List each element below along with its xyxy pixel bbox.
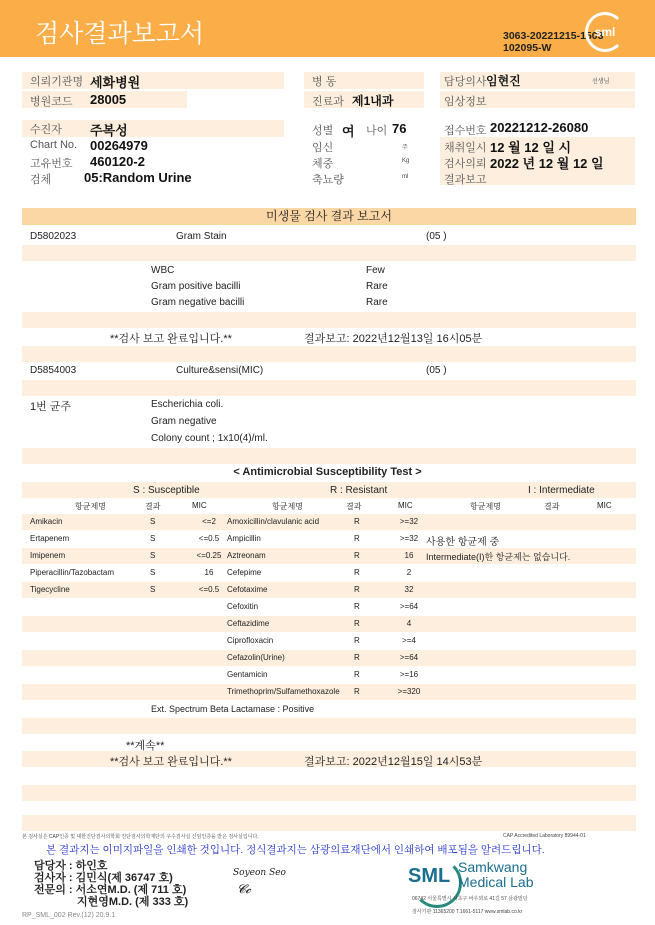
done-message: **검사 보고 완료입니다.** [110,333,232,345]
micro-title: 미생물 검사 결과 보고서 [22,208,636,225]
preg-label: 임신 [312,142,334,154]
row-stripe [22,245,636,261]
ast-row-left-drug: Amikacin [30,517,63,526]
ast-col-header: MIC [192,501,207,510]
ast-row-mid-mic: >=64 [399,602,419,611]
report-time: 결과보고: 2022년12월15일 14시53분 [304,756,483,768]
ast-row-left-result: S [150,568,156,577]
result-label: 결과보고 [444,174,487,186]
doctor-label: 담당의사 [444,76,487,88]
request-value: 2022 년 12 월 12 일 [490,156,604,171]
ast-row-mid-drug: Cefepime [227,568,262,577]
ast-row-left-result: S [150,585,156,594]
sex-value: 여 [342,124,355,139]
row-stripe [22,650,636,666]
legend-susceptible: S : Susceptible [133,485,200,496]
ast-row-mid-result: R [354,687,360,696]
signature-mark: 𝓒𝓬 [237,882,251,896]
ast-row-mid-result: R [354,585,360,594]
page-title: 검사결과보고서 [35,19,205,48]
preg-unit: 주 [402,145,408,151]
ast-col-header: 결과 [544,502,560,511]
dept-value: 제1내과 [352,94,394,108]
ast-row-left-mic: 16 [204,568,214,577]
lab-contact: 검사기관 11365200 T.1661-5117 www.smlab.co.kr [412,909,523,915]
institution-label: 의뢰기관명 [30,76,84,88]
age-label: 나이 [366,125,388,137]
organism-gram: Gram negative [151,416,217,427]
cap-text: CAP Accredited Laboratory 89944-01 [503,833,586,839]
ward-label: 병 동 [312,76,337,88]
ast-row-mid-drug: Cefotaxime [227,585,268,594]
ast-note: Intermediate(I)한 항균제는 없습니다. [426,552,571,562]
ast-title: < Antimicrobial Susceptibility Test > [233,466,422,478]
test2-code: D5854003 [30,365,77,376]
ast-row-mid-drug: Cefoxitin [227,602,259,611]
doctor-suffix: 선생님 [592,79,610,85]
ast-row-left-drug: Tigecycline [30,585,70,594]
organism: Escherichia coli. [151,399,224,410]
ast-row-mid-drug: Aztreonam [227,551,266,560]
ast-row-left-drug: Imipenem [30,551,66,560]
colony-count: Colony count ; 1x10(4)/ml. [151,433,268,444]
ast-row-left-result: S [150,534,156,543]
ast-row-mid-result: R [354,636,360,645]
urine-unit: ml [402,174,409,180]
ast-row-mid-mic: 32 [404,585,414,594]
signature: Soyeon Seo [233,868,286,878]
weight-label: 체중 [312,158,334,170]
test2-name: Culture&sensi(MIC) [176,365,264,376]
patient-label: 수진자 [30,124,62,136]
strain-label: 1번 균주 [30,401,72,413]
ast-row-left-mic: <=2 [202,517,216,526]
ast-row-mid-drug: Ampicillin [227,534,261,543]
row-stripe [22,785,636,801]
gram-result: Rare [366,297,388,308]
ast-row-mid-mic: 4 [406,619,412,628]
ast-row-mid-mic: >=32 [399,534,419,543]
receipt-value: 20221212-26080 [490,120,589,135]
row-stripe [22,616,636,632]
ast-row-mid-drug: Cefazolin(Urine) [227,653,285,662]
hospital-code-label: 병원코드 [30,96,73,108]
specimen-value: 05:Random Urine [84,170,192,185]
request-label: 검사의뢰 [444,158,487,170]
clinical-label: 임상정보 [444,96,487,108]
age-value: 76 [392,121,407,136]
hospital-code-value: 28005 [90,92,127,107]
patient-value: 주복성 [90,123,128,138]
ast-row-mid-result: R [354,568,360,577]
collect-label: 채취일시 [444,142,487,154]
gram-item: Gram negative bacilli [151,297,245,308]
ast-row-mid-drug: Amoxicillin/clavulanic acid [227,517,320,526]
test2-specimen: (05 ) [426,365,447,376]
row-stripe [22,514,636,530]
gram-result: Rare [366,281,388,292]
sml-logo-icon: sml [585,12,625,52]
accreditation-text: 본 검사실은 CAP인증 및 대한진단검사의학회 진단검사의학재단의 우수검사실 신임인증을 받은 검사실입니다. [22,834,259,840]
ast-row-left-drug: Ertapenem [30,534,70,543]
ast-col-header: 결과 [145,502,161,511]
ast-row-mid-drug: Ciprofloxacin [227,636,274,645]
specimen-label: 검체 [30,174,52,186]
doctor-value: 임현진 [486,74,521,88]
ast-col-header: 항균제명 [272,502,303,511]
ast-row-left-mic: <=0.5 [198,534,220,543]
chart-value: 00264979 [90,138,148,153]
ast-row-left-drug: Piperacillin/Tazobactam [30,568,115,577]
esbl-result: Ext. Spectrum Beta Lactamase : Positive [151,704,315,714]
ast-row-mid-result: R [354,517,360,526]
ast-row-mid-drug: Trimethoprim/Sulfamethoxazole [227,687,340,696]
row-stripe [22,346,636,362]
row-stripe [22,815,636,831]
signers: 담당자 : 하인호 검사자 : 김민식(제 36747 호) 전문의 : 서소연M.D. (제 711 호) 지현영M.D. (제 333 호) [34,860,189,908]
row-stripe [22,380,636,396]
row-stripe [22,582,636,598]
gram-result: Few [366,265,385,276]
done-message: **검사 보고 완료입니다.** [110,756,232,768]
gram-item: Gram positive bacilli [151,281,241,292]
gram-item: WBC [151,265,175,276]
ast-row-left-result: S [150,551,156,560]
ast-row-mid-result: R [354,602,360,611]
row-stripe [22,312,636,328]
ast-row-mid-drug: Gentamicin [227,670,268,679]
ast-row-mid-result: R [354,653,360,662]
test1-code: D5802023 [30,231,77,242]
ast-row-mid-mic: 16 [404,551,414,560]
ast-col-header: MIC [597,501,612,510]
row-stripe [22,718,636,734]
dept-label: 진료과 [312,96,344,108]
test1-name: Gram Stain [176,231,227,242]
legend-intermediate: I : Intermediate [528,485,595,496]
continue-text: **계속** [126,740,165,752]
row-stripe [22,448,636,464]
test1-specimen: (05 ) [426,231,447,242]
form-code: RP_SML_002 Rev.(12) 20.9.1 [22,912,116,919]
receipt-label: 접수번호 [444,125,487,137]
ast-row-mid-result: R [354,619,360,628]
ast-row-mid-mic: >=32 [399,517,419,526]
ast-row-mid-mic: >=64 [399,653,419,662]
ast-col-header: 항균제명 [470,502,501,511]
ast-row-left-mic: <=0.5 [198,585,220,594]
sml-logo: SML [408,865,451,887]
ast-row-mid-result: R [354,551,360,560]
ast-row-mid-result: R [354,670,360,679]
report-time: 결과보고: 2022년12월13일 16시05분 [304,333,483,345]
ast-row-mid-result: R [354,534,360,543]
urine-label: 축뇨량 [312,174,344,186]
notice-text: 본 결과지는 이미지파일을 인쇄한 것입니다. 정식결과지는 삼광의료재단에서 인쇄하여 배포됨을 알려드립니다. [46,844,545,856]
sex-label: 성별 [312,125,334,137]
ast-col-header: 항균제명 [75,502,106,511]
report-code: 3063-20221215-1503 102095-W [503,30,604,54]
lab-name: Samkwang Medical Lab [458,859,534,890]
lab-address: 06742 서울특별시 서초구 바우뫼로 41길 57 삼광빌딩 [412,896,528,902]
id-value: 460120-2 [90,154,145,169]
chart-label: Chart No. [30,139,78,151]
ast-row-mid-mic: >=320 [397,687,421,696]
id-label: 고유번호 [30,158,73,170]
ast-row-left-mic: <=0.25 [196,551,222,560]
ast-row-left-result: S [150,517,156,526]
institution-value: 세화병원 [90,75,141,90]
ast-col-header: 결과 [346,502,362,511]
ast-row-mid-mic: 2 [406,568,412,577]
ast-note: 사용한 항균제 중 [426,537,500,548]
weight-unit: Kg [402,158,410,164]
collect-value: 12 월 12 일 시 [490,140,572,155]
ast-row-mid-mic: >=4 [402,636,416,645]
ast-row-mid-mic: >=16 [399,670,419,679]
ast-col-header: MIC [398,501,413,510]
ast-row-mid-drug: Ceftazidime [227,619,270,628]
legend-resistant: R : Resistant [330,485,388,496]
